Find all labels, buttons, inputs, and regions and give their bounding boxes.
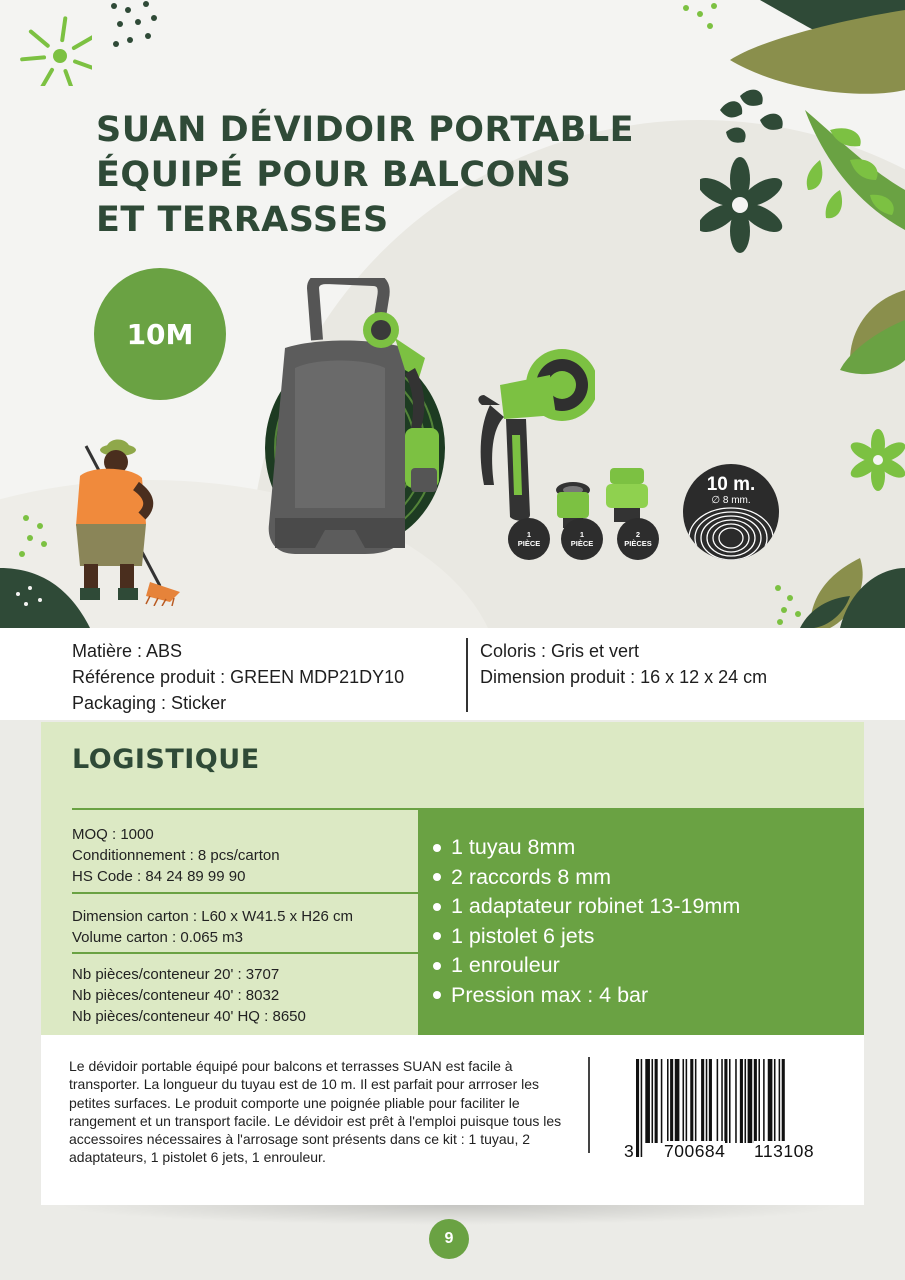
hose-length: 10 m.	[706, 474, 756, 495]
barcode-bar	[667, 1059, 669, 1143]
quantity-badge-gun	[508, 518, 550, 560]
feature-item	[433, 951, 864, 981]
spec-strip	[0, 628, 905, 720]
barcode-group-2: 113108	[754, 1141, 815, 1161]
barcode-bar	[721, 1059, 723, 1143]
barcode-bar	[745, 1059, 747, 1143]
quantity-unit: PIÈCE	[570, 539, 594, 548]
logistics-block-container	[72, 964, 306, 1027]
bullet-icon	[433, 844, 441, 852]
spec-divider	[466, 638, 468, 712]
barcode-digit-first: 3	[624, 1141, 635, 1161]
barcode-bar	[636, 1059, 639, 1157]
bullet-icon	[433, 903, 441, 911]
barcode-bar	[706, 1059, 708, 1143]
barcode-group-1: 700684	[664, 1141, 726, 1161]
barcode-bar	[690, 1059, 693, 1143]
logistics-section	[41, 722, 864, 1035]
features-panel	[418, 810, 864, 1035]
barcode-bar	[645, 1059, 650, 1143]
sun-icon	[12, 16, 92, 86]
foliage-bottom-right	[770, 548, 905, 628]
barcode-bar	[735, 1059, 737, 1143]
barcode-bar	[748, 1059, 753, 1143]
logistics-block-carton	[72, 906, 353, 948]
flower-icon	[842, 420, 905, 500]
divider-line	[72, 892, 418, 894]
title-line: ÉQUIPÉ POUR BALCONS	[96, 155, 572, 195]
feature-item	[433, 981, 864, 1011]
barcode-bar	[641, 1059, 643, 1157]
description-divider	[588, 1057, 590, 1153]
bullet-icon	[433, 991, 441, 999]
barcode-bar	[686, 1059, 688, 1143]
description-text: Le dévidoir portable équipé pour balcons et terrasses SUAN est facile à transporter. La longueur du tuyau est de 10 m. Il est parfait pour arrroser les petites surfaces. Le produit comporte une poignée pliable pour faciliter le rangement et un transport facile. Le dévidoir est prêt à l'emploi puisque tous les accessoires nécessaires à l'arrosage sont présents dans ce kit : 1 tuyau, 2 adaptateurs, 1 pistolet 6 jets, 1 enrouleur.	[69, 1058, 562, 1166]
gardener-illustration	[50, 436, 185, 606]
barcode-bar	[758, 1059, 760, 1143]
packing: Conditionnement : 8 pcs/carton	[72, 847, 280, 864]
barcode-bar	[754, 1059, 757, 1143]
barcode-bar	[661, 1059, 663, 1143]
barcode-bar	[774, 1059, 776, 1143]
carton-volume: Volume carton : 0.065 m3	[72, 929, 243, 946]
barcode-bar	[655, 1059, 658, 1143]
feature-label: 2 raccords 8 mm	[451, 864, 612, 889]
spec-column-left	[72, 638, 404, 716]
bullet-icon	[433, 932, 441, 940]
barcode-bar	[701, 1059, 704, 1143]
feature-label: 1 pistolet 6 jets	[451, 923, 595, 948]
description-section	[41, 1035, 864, 1205]
spec-column-right	[480, 638, 767, 690]
barcode-bar	[670, 1059, 673, 1143]
feature-label: Pression max : 4 bar	[451, 982, 649, 1007]
hs-code: HS Code : 84 24 89 99 90	[72, 868, 246, 885]
quantity-number: 2	[635, 530, 641, 539]
page-number: 9	[429, 1219, 469, 1259]
barcode-bar	[675, 1059, 680, 1143]
quantity-number: 1	[579, 530, 585, 539]
feature-item	[433, 922, 864, 952]
barcode-bar	[652, 1059, 654, 1143]
hose-length-badge	[683, 464, 779, 560]
logistics-block-order	[72, 824, 280, 887]
container-20: Nb pièces/conteneur 20' : 3707	[72, 966, 280, 983]
carton-dimension: Dimension carton : L60 x W41.5 x H26 cm	[72, 908, 353, 925]
feature-item	[433, 863, 864, 893]
barcode-bar	[724, 1059, 727, 1143]
feature-label: 1 adaptateur robinet 13-19mm	[451, 894, 741, 918]
divider-line	[72, 952, 418, 954]
quantity-badge-adapter	[617, 518, 659, 560]
spec-dimension: Dimension produit : 16 x 12 x 24 cm	[480, 667, 768, 687]
logistics-title: LOGISTIQUE	[72, 744, 260, 775]
spec-material: Matière : ABS	[72, 641, 183, 661]
bullet-icon	[433, 962, 441, 970]
spec-colors: Coloris : Gris et vert	[480, 641, 640, 661]
quantity-unit: PIÈCES	[624, 539, 652, 548]
quantity-number: 1	[526, 530, 532, 539]
hose-diameter: ∅ 8 mm.	[711, 495, 751, 506]
barcode-bar	[768, 1059, 773, 1143]
barcode-bar	[695, 1059, 697, 1143]
feature-item	[433, 833, 864, 863]
adapter-product	[604, 464, 650, 524]
length-badge: 10M	[94, 268, 226, 400]
quantity-unit: PIÈCE	[517, 539, 541, 548]
foliage-top-right	[700, 0, 905, 400]
hose-reel-product	[255, 278, 455, 560]
moq: MOQ : 1000	[72, 826, 154, 843]
barcode-bar	[683, 1059, 685, 1143]
hero-section	[0, 0, 905, 628]
page-title	[96, 108, 716, 243]
container-40hq: Nb pièces/conteneur 40' HQ : 8650	[72, 1008, 306, 1025]
barcode-bar	[729, 1059, 731, 1143]
quantity-badge-connector	[561, 518, 603, 560]
feature-label: 1 enrouleur	[451, 953, 560, 977]
title-line: SUAN DÉVIDOIR PORTABLE	[96, 110, 635, 150]
title-line: ET TERRASSES	[96, 200, 389, 240]
feature-label: 1 tuyau 8mm	[451, 835, 576, 859]
spec-reference: Référence produit : GREEN MDP21DY10	[72, 667, 405, 687]
barcode-bar	[763, 1059, 765, 1143]
feature-item	[433, 892, 864, 922]
bullet-icon	[433, 873, 441, 881]
barcode-bar	[740, 1059, 743, 1143]
dots-decoration	[106, 0, 166, 60]
container-40: Nb pièces/conteneur 40' : 8032	[72, 987, 280, 1004]
spec-packaging: Packaging : Sticker	[72, 693, 227, 713]
barcode-bar	[779, 1059, 781, 1143]
barcode	[624, 1059, 830, 1169]
